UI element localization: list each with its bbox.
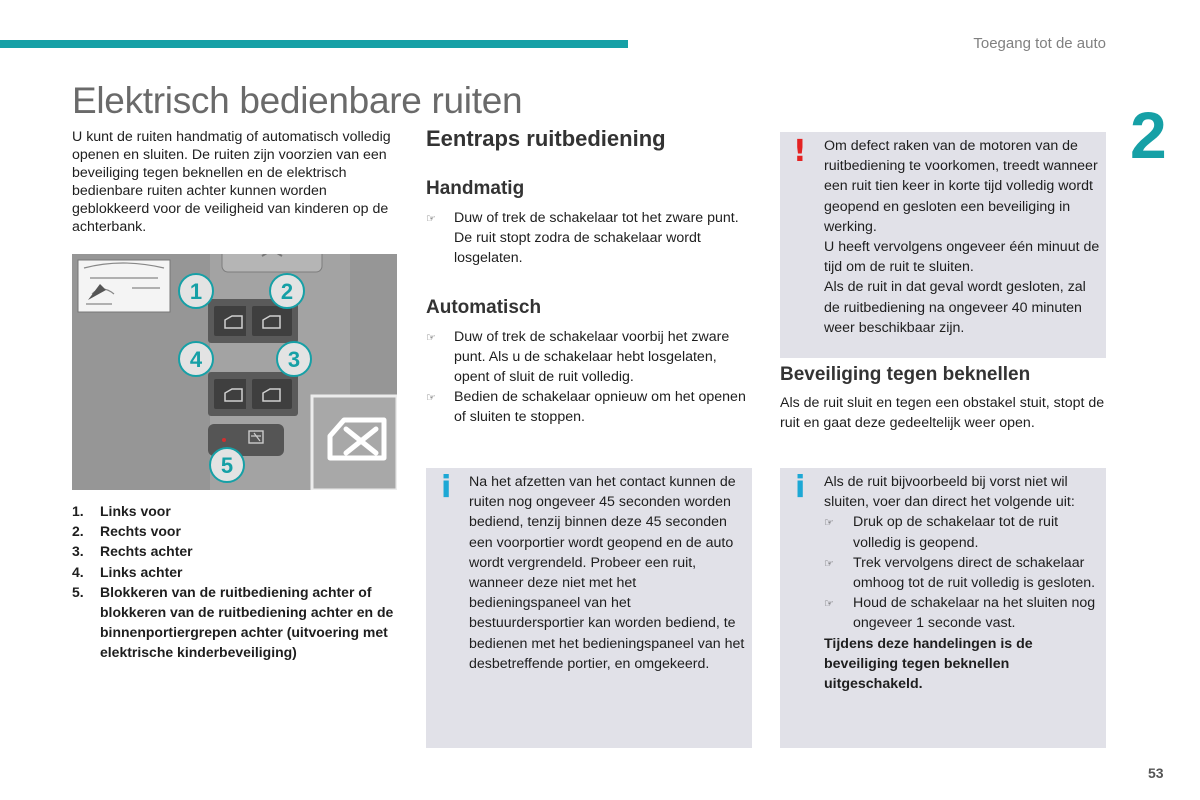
figure-legend [72, 501, 402, 663]
callout-1 [179, 274, 213, 308]
legend-item: 3. Rechts achter [72, 543, 193, 560]
info-text: Als de ruit bijvoorbeeld bij vorst niet wil sluiten, voer dan direct het volgende uit: ☞ Druk op de schakelaar tot de ruit volledig is geopend. ☞ Trek vervolgens direct de schakelaar omhoog tot de ruit volledig is gesloten. ☞ Houd de schakelaar na het sluiten nog ongeveer 1 seconde vast. Tijdens deze handelingen is de beveiliging tegen beknellen uitgeschakeld. [824, 472, 1102, 694]
callout-5 [210, 448, 244, 482]
info-icon: i [795, 470, 806, 505]
legend-item: 4. Links achter [72, 563, 183, 580]
hand-pointer-icon: ☞ [426, 213, 436, 225]
frost-bullets [824, 512, 1102, 633]
list-item: ☞ Druk op de schakelaar tot de ruit volledig is geopend. [824, 512, 1102, 552]
callout-2 [270, 274, 304, 308]
callout-label: 2 [280, 279, 294, 304]
warning-icon: ! [793, 134, 807, 169]
callout-label: 5 [220, 453, 234, 478]
section-heading: Eentraps ruitbediening [426, 126, 666, 151]
one-touch-section [426, 126, 752, 428]
hand-pointer-icon: ☞ [824, 557, 834, 570]
header-accent-bar [0, 40, 628, 48]
anti-pinch-text: Als de ruit sluit en tegen een obstakel stuit, stopt de ruit en gaat deze gedeeltelijk weer open. [780, 395, 1105, 432]
chapter-number: 2 [1130, 98, 1167, 172]
manual-bullets [426, 208, 752, 269]
legend-item: 5. Blokkeren van de ruitbediening achter of blokkeren van de ruitbediening achter en de binnenportiergrepen achter (uitvoering met elektrische kinderbeveiliging) [72, 583, 394, 661]
list-item: ☞ Trek vervolgens direct de schakelaar omhoog tot de ruit volledig is gesloten. [824, 553, 1102, 593]
callout-3 [277, 342, 311, 376]
bold-note: Tijdens deze handelingen is de beveiliging tegen beknellen uitgeschakeld. [824, 635, 1033, 693]
manual-heading: Handmatig [426, 178, 525, 199]
section-title: Toegang tot de auto [973, 35, 1106, 52]
hand-pointer-icon: ☞ [824, 517, 834, 530]
window-switch-illustration [72, 254, 397, 490]
legend-item: 1. Links voor [72, 503, 171, 519]
intro-paragraph: U kunt de ruiten handmatig of automatisch volledig openen en sluiten. De ruiten zijn voorzien van een beveiliging tegen beknellen en de elektrisch bedienbare ruiten achter kunnen worden geblokkeerd voor de veiligheid van kinderen op de achterbank. [72, 129, 391, 236]
anti-pinch-heading: Beveiliging tegen beknellen [780, 364, 1031, 385]
callout-label: 4 [189, 347, 203, 372]
page-title: Elektrisch bedienbare ruiten [72, 80, 523, 121]
switch-3 [246, 372, 298, 416]
automatic-bullets [426, 327, 752, 428]
list-item: ☞ Houd de schakelaar na het sluiten nog ongeveer 1 seconde vast. [824, 593, 1102, 633]
info-box-frost [780, 468, 1106, 748]
hand-pointer-icon: ☞ [426, 392, 436, 405]
callout-label: 1 [189, 279, 203, 304]
page-number: 53 [1148, 765, 1164, 781]
warning-text: Om defect raken van de motoren van de ruitbediening te voorkomen, treedt wanneer een ruit tien keer in korte tijd volledig wordt geopend en gesloten een beveiliging in werking. U heeft vervolgens ongeveer één minuut de tijd om de ruit te sluiten. Als de ruit in dat geval wordt gesloten, zal de ruitbediening na ongeveer 40 minuten weer beschikbaar zijn. [824, 138, 1100, 336]
callout-4 [179, 342, 213, 376]
list-item: ☞ Duw of trek de schakelaar voorbij het zware punt. Als u de schakelaar hebt losgelaten, opent of sluit de ruit volledig. [426, 327, 752, 388]
hand-pointer-icon: ☞ [426, 331, 436, 344]
callout-label: 3 [287, 347, 301, 372]
list-item: ☞ Bedien de schakelaar opnieuw om het openen of sluiten te stoppen. [426, 387, 752, 427]
info-text: Na het afzetten van het contact kunnen de ruiten nog ongeveer 45 seconden worden bediend, tenzij binnen deze 45 seconden een voorportier wordt geopend en de auto wordt vergrendeld. Probeer een ruit, wanneer deze niet met het bedieningspaneel van het bestuurdersportier kan worden bediend, te bedienen met het bedieningspaneel van het desbetreffende portier, en omgekeerd. [469, 474, 745, 672]
switch-panel-drawing [72, 254, 397, 490]
warning-box [780, 132, 1106, 358]
automatic-heading: Automatisch [426, 296, 542, 318]
legend-item: 2. Rechts voor [72, 523, 181, 540]
info-icon: i [441, 470, 452, 505]
list-item: ☞ Duw of trek de schakelaar tot het zware punt. De ruit stopt zodra de schakelaar wordt losgelaten. [426, 208, 752, 269]
hand-pointer-icon: ☞ [824, 598, 834, 611]
info-box-ignition [426, 468, 752, 748]
